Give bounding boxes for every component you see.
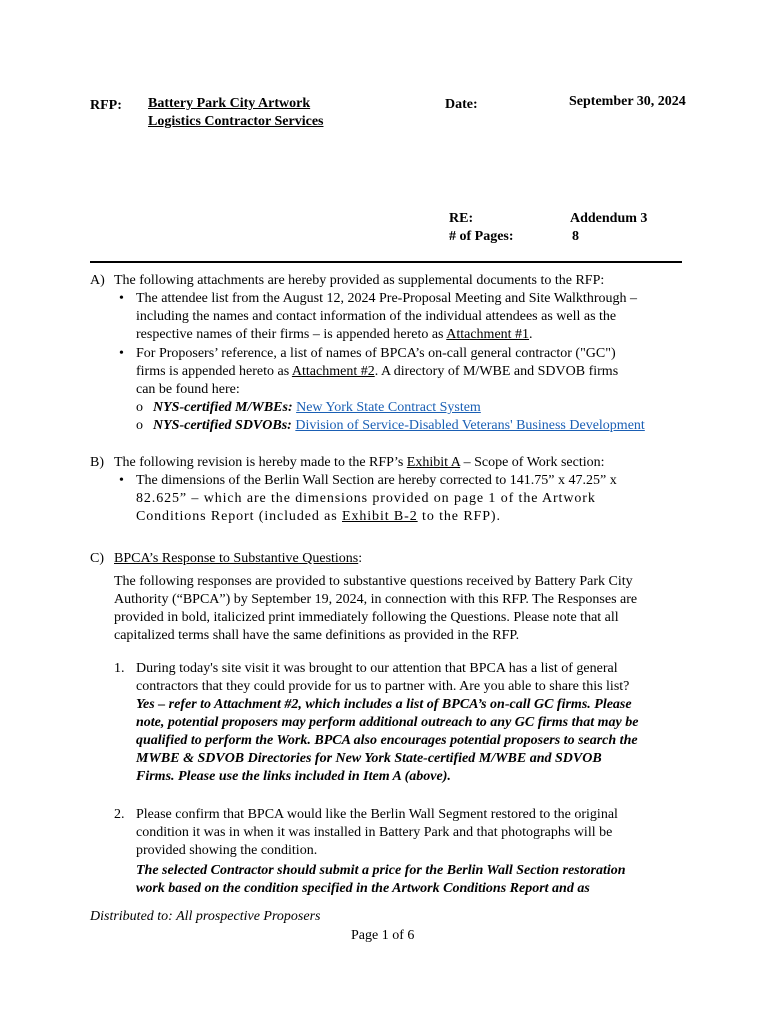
question-2-line3: provided showing the condition. xyxy=(136,843,318,858)
attachment-1-ref: Attachment #1 xyxy=(446,327,530,342)
question-2-line1: Please confirm that BPCA would like the Berlin Wall Segment restored to the original xyxy=(136,807,618,822)
attachment-2-ref: Attachment #2 xyxy=(291,364,375,379)
section-c-para-line4: capitalized terms shall have the same definitions as provided in the RFP. xyxy=(114,628,520,643)
sdvob-link[interactable]: Division of Service-Disabled Veterans' Business Development xyxy=(295,418,645,433)
section-a-bullet1-line3: respective names of their firms – is appended hereto as Attachment #1. xyxy=(136,327,533,342)
question-1-number: 1. xyxy=(114,661,125,676)
bullet-icon: • xyxy=(119,291,124,306)
answer-1-line3: qualified to perform the Work. BPCA also encourages potential proposers to search the xyxy=(136,733,638,748)
rfp-title-line2: Logistics Contractor Services xyxy=(148,114,324,129)
section-a-bullet2-line2: firms is appended hereto as Attachment #2. A directory of M/WBE and SDVOB firms xyxy=(136,364,619,379)
mwbe-link[interactable]: New York State Contract System xyxy=(296,400,481,415)
section-a-bullet2-line1: For Proposers’ reference, a list of names of BPCA’s on-call general contractor ("GC") xyxy=(136,346,616,361)
answer-2-line2: work based on the condition specified in the Artwork Conditions Report and as xyxy=(136,881,590,896)
pages-label: # of Pages: xyxy=(449,229,514,244)
question-2-line2: condition it was in when it was installed in Battery Park and that photographs will be xyxy=(136,825,613,840)
section-b-marker: B) xyxy=(90,455,104,470)
section-b-bullet-line1: The dimensions of the Berlin Wall Section are hereby corrected to 141.75” x 47.25” x xyxy=(136,473,617,488)
section-b-bullet-line2: 82.625” – which are the dimensions provided on page 1 of the Artwork xyxy=(136,491,596,506)
distribution-note: Distributed to: All prospective Proposers xyxy=(90,909,321,924)
section-b-bullet-line3: Conditions Report (included as Exhibit B-2 to the RFP). xyxy=(136,509,501,524)
mwbe-label: NYS-certified M/WBEs: xyxy=(153,400,293,415)
section-c-marker: C) xyxy=(90,551,104,566)
rfp-title-line1: Battery Park City Artwork xyxy=(148,96,311,111)
date-label: Date: xyxy=(445,97,478,112)
bullet-icon: • xyxy=(119,473,124,488)
answer-2-line1: The selected Contractor should submit a price for the Berlin Wall Section restoration xyxy=(136,863,626,878)
section-c-para-line2: Authority (“BPCA”) by September 19, 2024, in connection with this RFP. The Responses are xyxy=(114,592,638,607)
exhibit-b2-ref: Exhibit B-2 xyxy=(342,509,418,524)
section-c-para-line3: provided in bold, italicized print immediately following the Questions. Please note that all xyxy=(114,610,619,625)
date-value: September 30, 2024 xyxy=(569,94,686,109)
exhibit-a-ref: Exhibit A xyxy=(406,455,461,470)
pages-value: 8 xyxy=(572,229,579,244)
mwbe-item xyxy=(153,399,481,417)
rfp-label: RFP: xyxy=(90,98,122,113)
question-1-line2: contractors that they could provide for us to partner with. Are you able to share this list? xyxy=(136,679,630,694)
bullet-icon: • xyxy=(119,346,124,361)
section-a-bullet2-line3: can be found here: xyxy=(136,382,240,397)
section-c-heading: BPCA’s Response to Substantive Questions: xyxy=(114,551,363,566)
answer-1-line4: MWBE & SDVOB Directories for New York State-certified M/WBE and SDVOB xyxy=(136,751,602,766)
header-divider xyxy=(90,261,682,263)
sdvob-label: NYS-certified SDVOBs: xyxy=(153,418,292,433)
sub-bullet-marker: o xyxy=(136,400,143,415)
sdvob-item xyxy=(153,417,645,435)
question-2-number: 2. xyxy=(114,807,125,822)
answer-1-line1: Yes – refer to Attachment #2, which includes a list of BPCA’s on-call GC firms. Please xyxy=(136,697,632,712)
answer-1-line5: Firms. Please use the links included in Item A (above). xyxy=(136,769,451,784)
sub-bullet-marker: o xyxy=(136,418,143,433)
re-value: Addendum 3 xyxy=(570,211,648,226)
section-a-intro: The following attachments are hereby provided as supplemental documents to the RFP: xyxy=(114,273,605,288)
section-a-bullet1-line2: including the names and contact information of the individual attendees as well as the xyxy=(136,309,617,324)
question-1-line1: During today's site visit it was brought to our attention that BPCA has a list of general xyxy=(136,661,618,676)
section-a-marker: A) xyxy=(90,273,105,288)
section-c-para-line1: The following responses are provided to substantive questions received by Battery Park City xyxy=(114,574,633,589)
section-b-intro: The following revision is hereby made to the RFP’s Exhibit A – Scope of Work section: xyxy=(114,455,605,470)
section-a-bullet1-line1: The attendee list from the August 12, 2024 Pre-Proposal Meeting and Site Walkthrough – xyxy=(136,291,637,306)
page-number: Page 1 of 6 xyxy=(351,928,415,943)
re-label: RE: xyxy=(449,211,474,226)
answer-1-line2: note, potential proposers may perform additional outreach to any GC firms that may be xyxy=(136,715,639,730)
